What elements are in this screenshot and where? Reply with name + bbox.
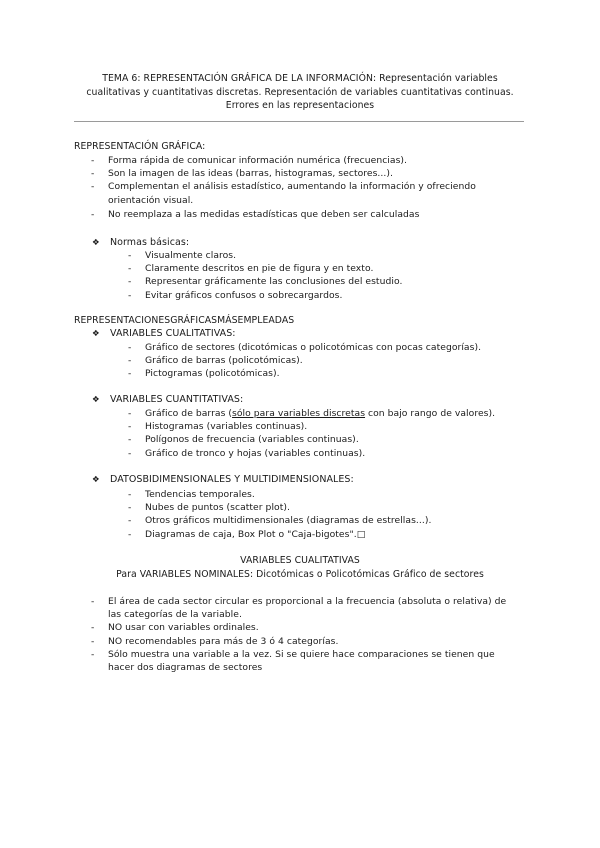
dash-bullet: - [128,276,132,288]
dash-bullet: - [128,368,132,380]
diamond-bullet-icon: ❖ [92,329,100,339]
title-divider [74,121,524,122]
list-item: - Gráfico de barras (policotómicas). [128,355,303,367]
list-item: - NO usar con variables ordinales. [91,622,259,634]
dash-bullet: - [128,408,132,419]
dash-bullet: - [128,515,132,527]
dash-bullet: - [91,155,95,166]
title-line-3: Errores en las representaciones [225,100,375,111]
list-item: - Nubes de puntos (scatter plot). [128,502,290,514]
section-subheading-nominales: Para VARIABLES NOMINALES: Dicotómicas o Policotómicas Gráfico de sectores [116,569,484,580]
list-item: - Gráfico de barras (sólo para variables discretas con bajo rango de valores). [128,408,496,419]
list-item: - Otros gráficos multidimensionales (diagramas de estrellas...). [128,515,432,527]
bidimensionales-label: DATOSBIDIMENSIONALES Y MULTIDIMENSIONALES: [110,474,354,485]
cuantitativas-list [0,407,600,460]
dash-bullet: - [128,342,132,353]
list-item: - Gráfico de tronco y hojas (variables continuas). [128,447,366,459]
dash-bullet: - [128,447,132,459]
dash-bullet: - [91,635,95,647]
cualitativas-label: VARIABLES CUALITATIVAS: [110,328,236,339]
title-line-2: cualitativas y cuantitativas discretas. Representación de variables cuantitativas continuas. [86,86,514,98]
diamond-bullet-icon: ❖ [92,475,100,485]
dash-bullet: - [91,181,95,193]
dash-bullet: - [128,263,132,275]
dash-bullet: - [128,289,132,301]
list-item: - NO recomendables para más de 3 ó 4 categorías. [91,635,339,647]
dash-bullet: - [91,208,95,220]
list-item: - Tendencias temporales. [128,489,255,500]
list-item: - Diagramas de caja, Box Plot o "Caja-bigotes".□ [128,528,366,540]
dash-bullet: - [91,596,95,607]
list-item: - Sólo muestra una variable a la vez. Si se quiere hace comparaciones se tienen que hacer dos diagramas de sectores [91,648,495,674]
dash-bullet: - [128,528,132,540]
sectores-list [0,595,600,674]
document-title [70,72,530,113]
list-item: - El área de cada sector circular es proporcional a la frecuencia (absoluta o relativa) de las categorías de la variable. [91,596,507,621]
title-line-1: TEMA 6: REPRESENTACIÓN GRÁFICA DE LA INFORMACIÓN: Representación variables [102,73,498,84]
list-item: - Son la imagen de las ideas (barras, histogramas, sectores...). [91,168,393,180]
cualitativas-list [0,341,600,381]
dash-bullet: - [128,489,132,500]
dash-bullet: - [128,421,132,433]
underlined-emphasis: sólo para variables discretas [232,408,366,419]
list-item: - Forma rápida de comunicar información numérica (frecuencias). [91,155,408,166]
dash-bullet: - [91,168,95,180]
list-item: - Representar gráficamente las conclusiones del estudio. [128,276,403,288]
list-item: - Histogramas (variables continuas). [128,421,308,433]
dash-bullet: - [91,622,95,634]
representacion-list [0,154,600,221]
dash-bullet: - [128,250,132,261]
dash-bullet: - [128,434,132,446]
dash-bullet: - [128,502,132,514]
section-heading-representacion: REPRESENTACIÓN GRÁFICA: [74,141,206,152]
list-item: - Complementan el análisis estadístico, aumentando la información y ofreciendo orientación visual. [91,181,476,206]
list-item: - Polígonos de frecuencia (variables continuas). [128,434,359,446]
bidimensionales-list [0,488,600,541]
normas-basicas-label: Normas básicas: [110,237,190,248]
section-heading-representaciones: REPRESENTACIONESGRÁFICASMÁSEMPLEADAS [74,315,295,326]
list-item: - Claramente descritos en pie de figura y en texto. [128,263,374,275]
list-item: - Visualmente claros. [128,250,237,261]
list-item: - Evitar gráficos confusos o sobrecargardos. [128,289,343,301]
diamond-bullet-icon: ❖ [92,238,100,248]
dash-bullet: - [128,355,132,367]
cuantitativas-label: VARIABLES CUANTITATIVAS: [110,394,244,405]
diamond-bullet-icon: ❖ [92,395,100,405]
list-item: - Pictogramas (policotómicas). [128,368,280,380]
list-item: - No reemplaza a las medidas estadísticas que deben ser calculadas [91,208,420,220]
dash-bullet: - [91,648,95,660]
section-heading-variables-cualitativas: VARIABLES CUALITATIVAS [240,555,360,566]
list-item: - Gráfico de sectores (dicotómicas o policotómicas con pocas categorías). [128,342,482,353]
normas-basicas-list [0,249,600,302]
